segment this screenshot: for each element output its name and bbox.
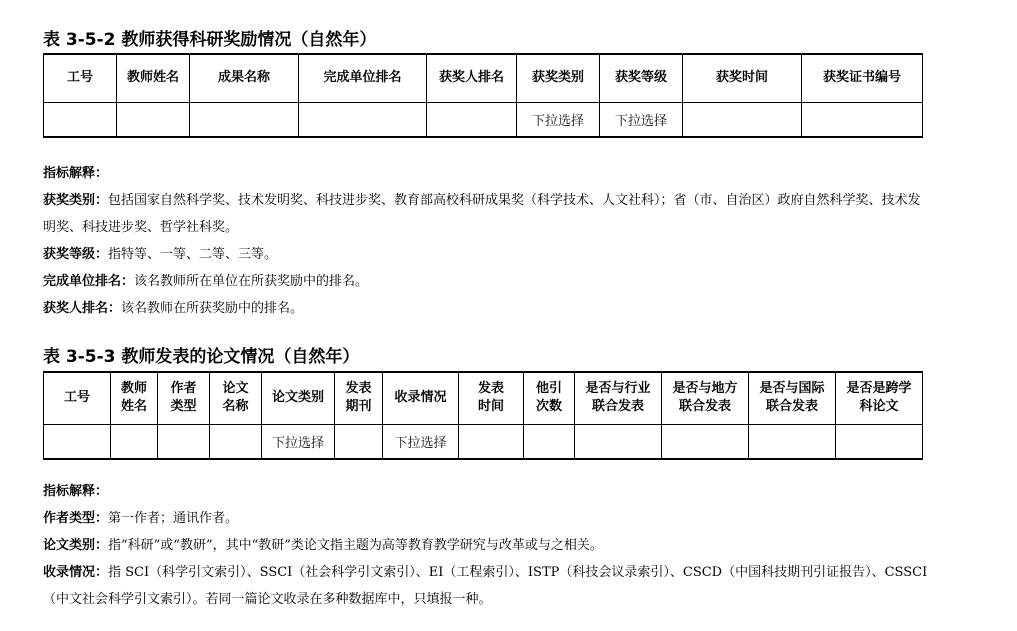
note-award-category: 获奖类别：包括国家自然科学奖、技术发明奖、科技进步奖、教育部高校科研成果奖（科学技术、人文社科）；省（市、自治区）政府自然科学奖、技术发明奖、科技进步奖、哲学社科奖。: [43, 193, 921, 235]
input-cell-staff-id[interactable]: [44, 424, 111, 459]
note-winner-rank: 获奖人排名：该名教师在所获奖励中的排名。: [43, 301, 304, 316]
notes-heading: 指标解释：: [43, 484, 109, 499]
award-category-dropdown[interactable]: 下拉选择: [517, 102, 600, 137]
paper-category-dropdown[interactable]: 下拉选择: [262, 424, 335, 459]
header-cell-teacher-name: 教师姓名: [117, 54, 190, 102]
header-cell-award-time: 获奖时间: [683, 54, 802, 102]
header-cell-interdisciplinary: 是否是跨学 科论文: [836, 372, 923, 424]
table2-title: 表 3-5-3 教师发表的论文情况（自然年）: [43, 347, 360, 367]
header-cell-journal: 发表 期刊: [335, 372, 383, 424]
header-cell-unit-rank: 完成单位排名: [299, 54, 427, 102]
notes-heading: 指标解释：: [43, 166, 109, 181]
input-cell-citations[interactable]: [524, 424, 575, 459]
input-cell-unit-rank[interactable]: [299, 102, 427, 137]
input-cell-winner-rank[interactable]: [427, 102, 517, 137]
note-award-level: 获奖等级：指特等、一等、二等、三等。: [43, 247, 278, 262]
input-cell-staff-id[interactable]: [44, 102, 117, 137]
table1-notes: [43, 160, 933, 322]
header-cell-award-level: 获奖等级: [600, 54, 683, 102]
input-cell-author-type[interactable]: [158, 424, 210, 459]
table1-title: 表 3-5-2 教师获得科研奖励情况（自然年）: [43, 30, 377, 50]
header-cell-local-joint: 是否与地方 联合发表: [662, 372, 749, 424]
input-cell-certificate-no[interactable]: [802, 102, 923, 137]
note-author-type: 作者类型：第一作者；通讯作者。: [43, 511, 239, 526]
header-cell-author-type: 作者 类型: [158, 372, 210, 424]
header-cell-paper-category: 论文类别: [262, 372, 335, 424]
note-paper-category: 论文类别：指“科研”或“教研”，其中“教研”类论文指主题为高等教育教学研究与改革或与之相关。: [43, 538, 603, 553]
header-cell-certificate-no: 获奖证书编号: [802, 54, 923, 102]
note-unit-rank: 完成单位排名：该名教师所在单位在所获奖励中的排名。: [43, 274, 369, 289]
input-cell-paper-title[interactable]: [210, 424, 262, 459]
header-cell-award-category: 获奖类别: [517, 54, 600, 102]
input-cell-journal[interactable]: [335, 424, 383, 459]
input-cell-teacher-name[interactable]: [111, 424, 158, 459]
header-cell-winner-rank: 获奖人排名: [427, 54, 517, 102]
papers-table: [43, 371, 923, 460]
header-cell-international-joint: 是否与国际 联合发表: [749, 372, 836, 424]
input-cell-award-time[interactable]: [683, 102, 802, 137]
input-cell-industry-joint[interactable]: [575, 424, 662, 459]
header-cell-industry-joint: 是否与行业 联合发表: [575, 372, 662, 424]
input-cell-local-joint[interactable]: [662, 424, 749, 459]
awards-table: [43, 53, 923, 138]
indexing-dropdown[interactable]: 下拉选择: [383, 424, 459, 459]
header-cell-achievement-name: 成果名称: [190, 54, 299, 102]
header-cell-publish-time: 发表 时间: [459, 372, 524, 424]
header-cell-staff-id: 工号: [44, 372, 111, 424]
header-cell-citations: 他引 次数: [524, 372, 575, 424]
input-cell-interdisciplinary[interactable]: [836, 424, 923, 459]
header-cell-staff-id: 工号: [44, 54, 117, 102]
header-cell-paper-title: 论文 名称: [210, 372, 262, 424]
note-indexing: 收录情况：指 SCI（科学引文索引）、SSCI（社会科学引文索引）、EI（工程索引）、ISTP（科技会议录索引）、CSCD（中国科技期刊引证报告）、CSSCI（中文社会科学引文索引）。若同一篇论文收录在多种数据库中，只填报一种。: [43, 565, 928, 607]
award-level-dropdown[interactable]: 下拉选择: [600, 102, 683, 137]
header-cell-indexing: 收录情况: [383, 372, 459, 424]
header-cell-teacher-name: 教师 姓名: [111, 372, 158, 424]
input-cell-teacher-name[interactable]: [117, 102, 190, 137]
input-cell-achievement-name[interactable]: [190, 102, 299, 137]
table2-notes: [43, 478, 933, 613]
input-cell-international-joint[interactable]: [749, 424, 836, 459]
input-cell-publish-time[interactable]: [459, 424, 524, 459]
